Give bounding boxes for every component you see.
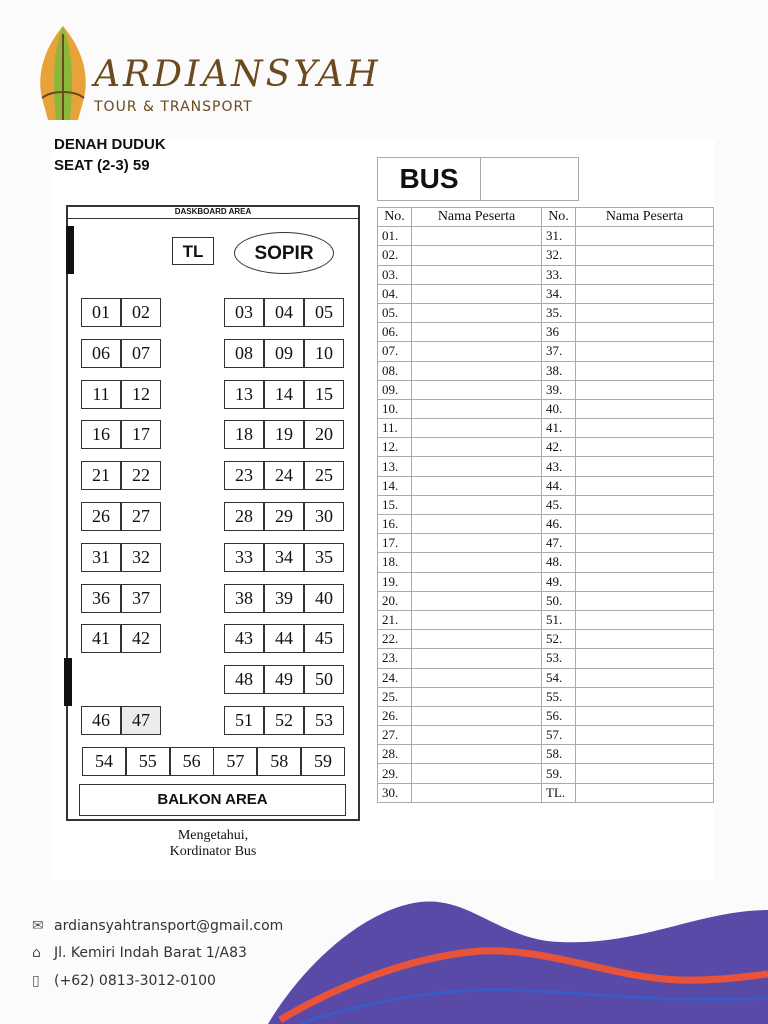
table-row [378, 495, 714, 514]
name-cell [576, 726, 714, 745]
signature-line-2: Kordinator Bus [169, 844, 257, 859]
row-number: 39. [542, 380, 576, 399]
table-row [378, 764, 714, 783]
row-number: 16. [378, 515, 412, 534]
row-number: 09. [378, 380, 412, 399]
row-number: 27. [378, 726, 412, 745]
seat-44: 44 [264, 624, 304, 653]
row-number: 21. [378, 610, 412, 629]
seat-56: 56 [170, 747, 214, 776]
name-cell [412, 591, 542, 610]
table-row [378, 610, 714, 629]
seat-34: 34 [264, 543, 304, 572]
front-door-marker [66, 226, 74, 274]
name-cell [412, 419, 542, 438]
seat-45: 45 [304, 624, 344, 653]
column-header-no: No. [378, 208, 412, 227]
seat-18: 18 [224, 420, 264, 449]
row-number: 03. [378, 265, 412, 284]
table-row [378, 745, 714, 764]
seat-05: 05 [304, 298, 344, 327]
seat-11: 11 [81, 380, 121, 409]
row-number: 58. [542, 745, 576, 764]
name-cell [576, 706, 714, 725]
table-row [378, 668, 714, 687]
row-number: 30. [378, 783, 412, 802]
row-number: 22. [378, 630, 412, 649]
name-cell [576, 265, 714, 284]
brand-subtitle: TOUR & TRANSPORT [94, 99, 253, 115]
name-cell [412, 515, 542, 534]
name-cell [576, 630, 714, 649]
seat-49: 49 [264, 665, 304, 694]
row-number: 36 [542, 323, 576, 342]
name-cell [576, 303, 714, 322]
table-header-row [378, 208, 714, 227]
row-number: 13. [378, 457, 412, 476]
seat-57: 57 [213, 747, 257, 776]
seat-04: 04 [264, 298, 304, 327]
address-contact [32, 945, 247, 961]
name-cell [412, 706, 542, 725]
row-number: 55. [542, 687, 576, 706]
row-number: 42. [542, 438, 576, 457]
name-cell [412, 323, 542, 342]
name-cell [412, 553, 542, 572]
seat-53: 53 [304, 706, 344, 735]
row-number: 10. [378, 399, 412, 418]
name-cell [576, 745, 714, 764]
seat-09: 09 [264, 339, 304, 368]
name-cell [412, 457, 542, 476]
name-cell [412, 687, 542, 706]
row-number: 05. [378, 303, 412, 322]
row-number: 37. [542, 342, 576, 361]
seat-33: 33 [224, 543, 264, 572]
row-number: 43. [542, 457, 576, 476]
row-number: 35. [542, 303, 576, 322]
row-number: 57. [542, 726, 576, 745]
seat-02: 02 [121, 298, 161, 327]
name-cell [412, 246, 542, 265]
name-cell [412, 227, 542, 246]
name-cell [412, 764, 542, 783]
row-number: 51. [542, 610, 576, 629]
seat-47: 47 [121, 706, 161, 735]
name-cell [576, 687, 714, 706]
row-number: 17. [378, 534, 412, 553]
seat-29: 29 [264, 502, 304, 531]
name-cell [576, 246, 714, 265]
name-cell [412, 438, 542, 457]
seat-22: 22 [121, 461, 161, 490]
row-number: 32. [542, 246, 576, 265]
name-cell [412, 668, 542, 687]
table-row [378, 457, 714, 476]
name-cell [576, 342, 714, 361]
row-number: 18. [378, 553, 412, 572]
name-cell [576, 361, 714, 380]
table-row [378, 783, 714, 802]
row-number: 14. [378, 476, 412, 495]
row-number: 07. [378, 342, 412, 361]
table-row [378, 399, 714, 418]
row-number: 41. [542, 419, 576, 438]
seat-51: 51 [224, 706, 264, 735]
name-cell [412, 342, 542, 361]
row-number: 19. [378, 572, 412, 591]
row-number: 06. [378, 323, 412, 342]
row-number: 49. [542, 572, 576, 591]
row-number: 04. [378, 284, 412, 303]
row-number: 48. [542, 553, 576, 572]
name-cell [576, 783, 714, 802]
name-cell [576, 591, 714, 610]
seat-15: 15 [304, 380, 344, 409]
seat-31: 31 [81, 543, 121, 572]
mail-icon: ✉ [32, 918, 44, 934]
table-row [378, 706, 714, 725]
table-row [378, 553, 714, 572]
home-icon: ⌂ [32, 945, 41, 961]
table-row [378, 687, 714, 706]
seat-58: 58 [257, 747, 301, 776]
seat-37: 37 [121, 584, 161, 613]
name-cell [576, 476, 714, 495]
seat-54: 54 [82, 747, 126, 776]
row-number: 52. [542, 630, 576, 649]
phone-icon: ▯ [32, 973, 40, 989]
seat-10: 10 [304, 339, 344, 368]
table-row [378, 246, 714, 265]
signature-line-1: Mengetahui, [177, 828, 249, 843]
row-number: TL. [542, 783, 576, 802]
seat-12: 12 [121, 380, 161, 409]
table-row [378, 476, 714, 495]
table-row [378, 515, 714, 534]
name-cell [412, 572, 542, 591]
seat-41: 41 [81, 624, 121, 653]
name-cell [412, 649, 542, 668]
email-contact [32, 918, 283, 934]
row-number: 34. [542, 284, 576, 303]
seat-55: 55 [126, 747, 170, 776]
seat-14: 14 [264, 380, 304, 409]
address-text: Jl. Kemiri Indah Barat 1/A83 [54, 945, 247, 961]
row-number: 54. [542, 668, 576, 687]
row-number: 28. [378, 745, 412, 764]
row-number: 46. [542, 515, 576, 534]
name-cell [576, 438, 714, 457]
seat-19: 19 [264, 420, 304, 449]
table-row [378, 284, 714, 303]
column-header-name: Nama Peserta [576, 208, 714, 227]
name-cell [412, 495, 542, 514]
name-cell [412, 361, 542, 380]
seat-39: 39 [264, 584, 304, 613]
brand-name: ARDIANSYAH [94, 54, 381, 95]
table-row [378, 630, 714, 649]
driver-seat: SOPIR [234, 232, 334, 274]
seat-27: 27 [121, 502, 161, 531]
seat-38: 38 [224, 584, 264, 613]
seat-25: 25 [304, 461, 344, 490]
row-number: 25. [378, 687, 412, 706]
seat-36: 36 [81, 584, 121, 613]
name-cell [576, 610, 714, 629]
name-cell [412, 534, 542, 553]
seat-30: 30 [304, 502, 344, 531]
table-row [378, 361, 714, 380]
name-cell [412, 745, 542, 764]
name-cell [576, 323, 714, 342]
table-row [378, 227, 714, 246]
row-number: 40. [542, 399, 576, 418]
row-number: 29. [378, 764, 412, 783]
table-row [378, 649, 714, 668]
name-cell [412, 399, 542, 418]
signature-block [66, 828, 360, 860]
name-cell [412, 284, 542, 303]
rear-door-marker [64, 658, 72, 706]
name-cell [412, 303, 542, 322]
name-cell [576, 515, 714, 534]
name-cell [412, 380, 542, 399]
seat-07: 07 [121, 339, 161, 368]
seat-46: 46 [81, 706, 121, 735]
table-row [378, 265, 714, 284]
name-cell [576, 227, 714, 246]
table-row [378, 591, 714, 610]
seat-13: 13 [224, 380, 264, 409]
seat-48: 48 [224, 665, 264, 694]
seat-52: 52 [264, 706, 304, 735]
row-number: 31. [542, 227, 576, 246]
seat-23: 23 [224, 461, 264, 490]
row-number: 02. [378, 246, 412, 265]
table-row [378, 342, 714, 361]
name-cell [412, 265, 542, 284]
table-row [378, 303, 714, 322]
page-subtitle: SEAT (2-3) 59 [54, 157, 150, 174]
balcony-area: BALKON AREA [79, 784, 346, 816]
seat-35: 35 [304, 543, 344, 572]
row-number: 23. [378, 649, 412, 668]
name-cell [576, 534, 714, 553]
column-header-no: No. [542, 208, 576, 227]
row-number: 53. [542, 649, 576, 668]
row-number: 20. [378, 591, 412, 610]
name-cell [576, 553, 714, 572]
dashboard-area-label: DASKBOARD AREA [66, 205, 360, 219]
seat-43: 43 [224, 624, 264, 653]
name-cell [576, 764, 714, 783]
page-title: DENAH DUDUK [54, 136, 166, 153]
seat-17: 17 [121, 420, 161, 449]
bus-label: BUS [378, 158, 481, 200]
seat-26: 26 [81, 502, 121, 531]
name-cell [576, 457, 714, 476]
name-cell [576, 495, 714, 514]
seat-03: 03 [224, 298, 264, 327]
table-row [378, 726, 714, 745]
row-number: 44. [542, 476, 576, 495]
name-cell [576, 668, 714, 687]
table-row [378, 438, 714, 457]
seat-28: 28 [224, 502, 264, 531]
name-cell [576, 419, 714, 438]
column-header-name: Nama Peserta [412, 208, 542, 227]
row-number: 47. [542, 534, 576, 553]
name-cell [576, 399, 714, 418]
row-number: 15. [378, 495, 412, 514]
name-cell [412, 630, 542, 649]
row-number: 11. [378, 419, 412, 438]
name-cell [576, 572, 714, 591]
name-cell [412, 610, 542, 629]
table-row [378, 380, 714, 399]
table-row [378, 572, 714, 591]
seat-24: 24 [264, 461, 304, 490]
table-row [378, 419, 714, 438]
seat-16: 16 [81, 420, 121, 449]
row-number: 56. [542, 706, 576, 725]
seat-21: 21 [81, 461, 121, 490]
email-text: ardiansyahtransport@gmail.com [54, 918, 284, 934]
name-cell [412, 726, 542, 745]
logo-icon [32, 24, 94, 131]
name-cell [576, 380, 714, 399]
seat-40: 40 [304, 584, 344, 613]
row-number: 59. [542, 764, 576, 783]
seat-59: 59 [301, 747, 345, 776]
seat-42: 42 [121, 624, 161, 653]
tour-leader-seat: TL [172, 237, 214, 265]
row-number: 50. [542, 591, 576, 610]
row-number: 26. [378, 706, 412, 725]
seat-32: 32 [121, 543, 161, 572]
row-number: 45. [542, 495, 576, 514]
seat-01: 01 [81, 298, 121, 327]
row-number: 08. [378, 361, 412, 380]
row-number: 24. [378, 668, 412, 687]
name-cell [412, 476, 542, 495]
passenger-roster-table [377, 207, 714, 803]
phone-contact [32, 973, 216, 989]
seat-50: 50 [304, 665, 344, 694]
name-cell [576, 649, 714, 668]
row-number: 01. [378, 227, 412, 246]
seat-08: 08 [224, 339, 264, 368]
row-number: 12. [378, 438, 412, 457]
row-number: 33. [542, 265, 576, 284]
name-cell [412, 783, 542, 802]
seat-20: 20 [304, 420, 344, 449]
table-row [378, 323, 714, 342]
phone-text: (+62) 0813-3012-0100 [54, 973, 216, 989]
row-number: 38. [542, 361, 576, 380]
seat-06: 06 [81, 339, 121, 368]
table-row [378, 534, 714, 553]
name-cell [576, 284, 714, 303]
